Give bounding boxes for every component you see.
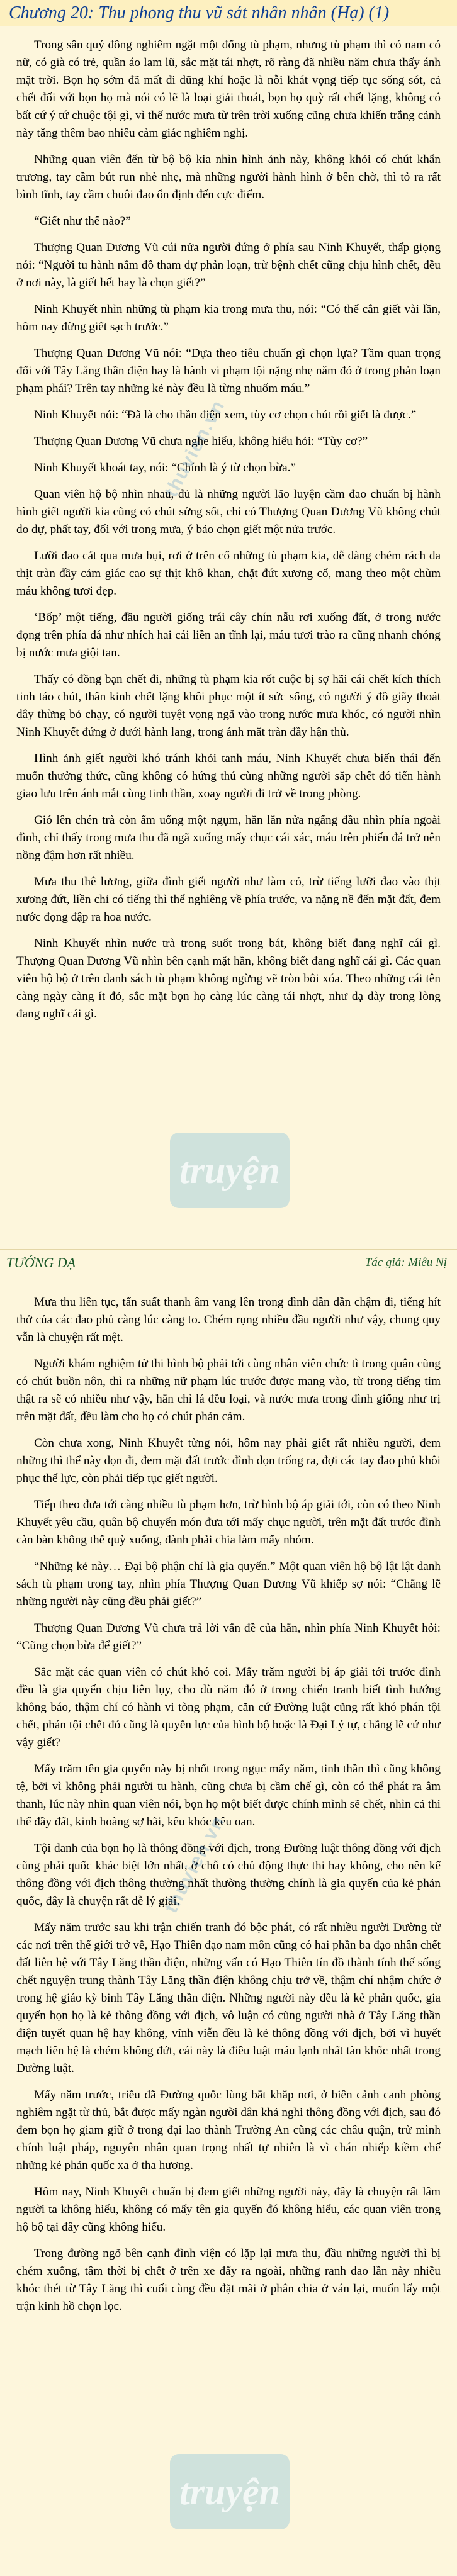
chapter-segment-2 — [0, 1277, 457, 2576]
paragraph: Thấy có đồng bạn chết đi, những tù phạm kia rốt cuộc bị sợ hãi cái chết kích thích tinh táo chút, thân kinh chết lặng khôi phục một ít sức sống, có người ý đồ giãy thoát dây thừng bỏ chạy, có người tuyệt vọng ngã vào trong nước mưa khóc, có người nhìn Ninh Khuyết đứng ở dưới hành lang, trong ánh mắt tràn đầy hận thù. — [16, 673, 441, 739]
paragraph: Mưa thu thê lương, giữa đình giết người như làm cỏ, trừ tiếng lưỡi đao vào thịt xương đứt, liền chỉ có tiếng thì thể nghiêng về phía trước, va nặng nề đến mặt đất, đem nước đọng đập ra hoa nước. — [16, 875, 441, 924]
segment-1-paragraphs — [16, 36, 441, 1023]
paragraph: Mấy năm trước, triều đã Đường quốc lùng bắt khắp nơi, ở biên cảnh canh phòng nghiêm ngặt từ thủ, bắt được mấy ngàn người dân khả nghi thông đồng với địch, sau đó đem bọn họ giam giữ ở trong đại lao thành Trường An cũng các châu quận, trừ mình chính luật pháp, nguyên nhân quan trọng nhất tự nhiên là vì chán nhiếp kiềm chế những kẻ phản quốc xa ở tha hương. — [16, 2088, 441, 2172]
paragraph: Thượng Quan Dương Vũ nói: “Dựa theo tiêu chuẩn gì chọn lựa? Tầm quan trọng đối với Tây Lăng thần điện hay là hành vi phạm tội nặng nhẹ năm đó ở trong phản loạn phạm phái? Trên tay những kẻ này đều là từng nhuốm máu.” — [16, 347, 441, 395]
paragraph: Ninh Khuyết khoát tay, nói: “Chính là ý từ chọn bừa.” — [34, 461, 296, 474]
paragraph: Hôm nay, Ninh Khuyết chuẩn bị đem giết những người này, đây là chuyện rất lâm người ta không hiểu, không có mấy tên gia quyến đó không hiểu, các quan viên trong hộ bộ tại đây cũng không hiểu. — [16, 2185, 441, 2234]
paragraph: Sắc mặt các quan viên có chút khó coi. Mấy trăm người bị áp giải tới trước đình đều là gia quyến chịu liên lụy, cho dù năm đó ở trong chiến tranh biết tình hướng không báo, thậm chí có hành vi tòng phạm, căn cứ Đường luật cũng rất khó phán tội chết, phán tội chết đó cũng là quyền lực của hình bộ hoặc là Đại Lý tự, chẳng lẽ cứ như vậy giết? — [16, 1666, 441, 1749]
paragraph: Ninh Khuyết nhìn những tù phạm kia trong mưa thu, nói: “Có thể cắn giết vài lần, hôm nay đừng giết sạch trước.” — [16, 303, 441, 333]
site-watermark: thuvien.vn — [161, 396, 229, 501]
paragraph: “Những kẻ này… Đại bộ phận chỉ là gia quyến.” Một quan viên hộ bộ lật lật danh sách tù phạm trong tay, nhìn phía Thượng Quan Dương Vũ khiếp sợ nói: “Chẳng lẽ những người này cũng đều phải giết?” — [16, 1560, 441, 1608]
paragraph: Tiếp theo đưa tới càng nhiều tù phạm hơn, trừ hình bộ áp giải tới, còn có theo Ninh Khuyết yêu cầu, quân bộ chuyển món đưa tới mấy chục người, trên mặt đất trước đình càn bàn không thể quỳ xuống, đành phải chia làm mấy nhóm. — [16, 1498, 441, 1547]
paragraph: Mấy năm trước sau khi trận chiến tranh đó bộc phát, có rất nhiều người Đường từ các nơi trên thế giới trở về, Hạo Thiên đạo nam môn cũng có hai phần ba đạo nhân chết đất liên hệ với Tây Lăng thần điện, những vấn có Hạo Thiên tín đồ thành tính thế sống chết nguyện trung thành Tây Lăng thần điện không chịu trở về, thậm chí nhậm chức ở trong hệ giáo kỳ binh Tây Lăng thần điện. Những người này đều là kẻ phản quốc, gia quyến bọn họ là kẻ thông đồng với địch, vô luận có cũng người nhà ở Tây Lăng thần điện tuyết quan hệ hay không, vĩnh viễn đều là kẻ thông đồng với địch, bởi vì huyết mạch liên hệ là chém không đứt, cái này là điều luật máu lạnh nhất tàn khốc nhất trong Đường luật. — [16, 1921, 441, 2075]
paragraph: Ninh Khuyết nhìn nước trà trong suốt trong bát, không biết đang nghĩ cái gì. Thượng Quan Dương Vũ nhìn bên cạnh mặt hắn, không biết đang nghĩ cái gì. Các quan viên hộ bộ ở trên danh sách tù phạm không ngừng vẽ tròn bôi xóa. Theo những cái tên càng ngày càng ít đỏ, sắc mặt bọn họ càng lúc càng tái nhợt, như dạ dày trong lòng đang nghĩ cái gì. — [16, 937, 441, 1021]
paragraph: Trong sân quý đông nghiêm ngặt một đống tù phạm, nhưng tù phạm thì có nam có nữ, có già có trẻ, quần áo lam lũ, sắc mặt tái nhợt, rõ ràng đã nhiều năm chưa thấy ánh mặt trời. Bọn họ sớm đã mất đi dũng khí hoặc là nỗi khát vọng tiếp tục sống sót, cả chết đối với bọn họ mà nói có lẽ là loại giải thoát, bọn họ quỳ rất chết lặng, không có bất cứ ý tứ chuộc tội gì, vì thế nước mưa từ trên trời xuống cũng chưa khiến trắng cảnh này tăng thêm bao nhiêu cảm giác nghiêm nghị. — [16, 38, 441, 140]
paragraph: Quan viên hộ bộ nhìn nhau, đủ là những người lão luyện cầm đao chuẩn bị hành hình giết người kia cũng có chút sửng sốt, chỉ có Thượng Quan Dương Vũ không chút do dự, phất tay, đối với trong mưa, ý bảo chọn giết một nửa trước. — [16, 488, 441, 536]
paragraph: Những quan viên đến từ bộ bộ kia nhìn hình ảnh này, không khỏi có chút khẩn trương, tay cầm bút run nhè nhẹ, mà những người hành hình ở bên chờ, thì tỏ ra rất bình tĩnh, tay cầm chuôi đao ổn định đến cực điểm. — [16, 153, 441, 201]
chapter-segment-1 — [0, 0, 457, 1249]
paragraph: Thượng Quan Dương Vũ chưa nghe hiểu, không hiểu hỏi: “Tùy cơ?” — [34, 435, 368, 448]
chapter-title: Chương 20: Thu phong thu vũ sát nhân nhân (Hạ) (1) — [9, 3, 390, 23]
paragraph: Trong đường ngõ bên cạnh đình viện có lặp lại mưa thu, đầu những người thì bị chém xuống, tâm thời bị chết ở trên xe đẩy ra ngoài, những ranh dao lần này nhiều khóc thét từ Tây Lăng thì cuối cùng đều đặt mãi ở phân chia ở ván lại, muốn lấy một trận kinh hồ chọn lọc. — [16, 2247, 441, 2313]
paragraph: Mưa thu liên tục, tẩn suất thanh âm vang lên trong đình dần dần chậm đi, tiếng hít thở của các đao phủ càng lúc càng to. Chém rụng nhiều đầu người như vậy, chung quy vẫn là chuyện rất mệt. — [16, 1296, 441, 1344]
paragraph: Tội danh của bọn họ là thông đồng với địch, trong Đường luật thông đồng với địch cũng phải quốc khác biệt lớn nhất, ở chỗ có chủ động thực thi hay không, cho nên kể thông đồng với địch thông thường nhất thường thường chính là gia quyến của kẻ phản quốc, đây là chuyện rất dễ lý giải. — [16, 1842, 441, 1908]
paragraph: ‘Bốp’ một tiếng, đầu người giống trái cây chín nẫu rơi xuống đất, ở trong nước đọng trên phía đá như nhích hai cái liền an tĩnh lại, máu tươi trào ra cũng nhanh chóng bị nước mưa giội tan. — [16, 611, 441, 659]
paragraph: Mấy trăm tên gia quyến này bị nhốt trong ngục mấy năm, tinh thần thì cũng không tệ, bởi vì không phải người tu hành, cũng chưa bị cầm chế gì, còn có thể phát ra âm thanh, lúc này nhìn quan viên nói, bọn họ một biết được chính mình sẽ chết, nhìn cả thi thể đầy đất, kinh hoàng sợ hãi, kêu khóc kêu oan. — [16, 1762, 441, 1828]
logo-watermark: truyện — [170, 2454, 290, 2529]
paragraph: “Giết như thế nào?” — [34, 215, 131, 228]
site-watermark: thuvien.vn — [161, 1812, 229, 1917]
author-name: Tác giả: Miêu Nị — [364, 1256, 447, 1269]
paragraph: Người khám nghiệm tử thi hình bộ phải tới cùng nhân viên chức tì trong quân cũng có chút buồn nôn, thì ra những nữ phạm lúc trước được mang vào, từ trong tiếng tim thật ra sẽ có nhiều như vậy, hắn chỉ lá đều loại, và nước mưa trong đình giống như trị trên mặt đất, đều làm cho họ có chút phản cảm. — [16, 1357, 441, 1423]
logo-watermark: truyện — [170, 1133, 290, 1208]
paragraph: Thượng Quan Dương Vũ chưa trả lời vấn đề của hắn, nhìn phía Ninh Khuyết hỏi: “Cũng chọn bừa để giết?” — [16, 1621, 441, 1652]
paragraph: Hình ảnh giết người khó tránh khỏi tanh máu, Ninh Khuyết chưa biến thái đến muốn thưởng thức, cũng không có hứng thú cùng những người sắp chết đó tiến hành giao lưu trên ánh mắt cùng tinh thần, xoay người đi trở về trong phòng. — [16, 752, 441, 800]
paragraph: Thượng Quan Dương Vũ cúi nửa người đứng ở phía sau Ninh Khuyết, thấp giọng nói: “Người tu hành nắm đồ tham dự phản loạn, trừ bệnh chết cũng chịu hình chết, đều ở nơi này, là giết hết hay là chọn giết?” — [16, 241, 441, 289]
paragraph: Lưỡi đao cắt qua mưa bụi, rơi ở trên cổ những tù phạm kia, dễ dàng chém rách da thịt tràn đầy cảm giác cao sự thịt khô khan, chặt đứt xương cổ, mang theo một chùm máu không tươi đẹp. — [16, 549, 441, 598]
paragraph: Gió lên chén trà còn ấm uống một ngụm, hắn lẳn nửa ngẩng đầu nhìn phía ngoài đình, chỉ thấy trong mưa thu đã ngã xuống mấy chục cái xác, máu trên phiến đá trở nên nồng đậm hơn rất nhiều. — [16, 814, 441, 862]
book-title: TƯỚNG DẠ — [6, 1255, 76, 1270]
section-divider — [0, 1249, 457, 1277]
chapter-header — [0, 0, 457, 26]
paragraph: Còn chưa xong, Ninh Khuyết từng nói, hôm nay phải giết rất nhiều người, đem những thì thể này dọn đi, đem mặt đất trước đình dọn trống ra, đợi các tay đao phủ khôi phục thể lực, còn phải tiếp tục giết người. — [16, 1436, 441, 1485]
paragraph: Ninh Khuyết nói: “Đã là cho thần điện xem, tùy cơ chọn chút rồi giết là được.” — [34, 408, 417, 422]
segment-2-paragraphs — [16, 1294, 441, 2316]
